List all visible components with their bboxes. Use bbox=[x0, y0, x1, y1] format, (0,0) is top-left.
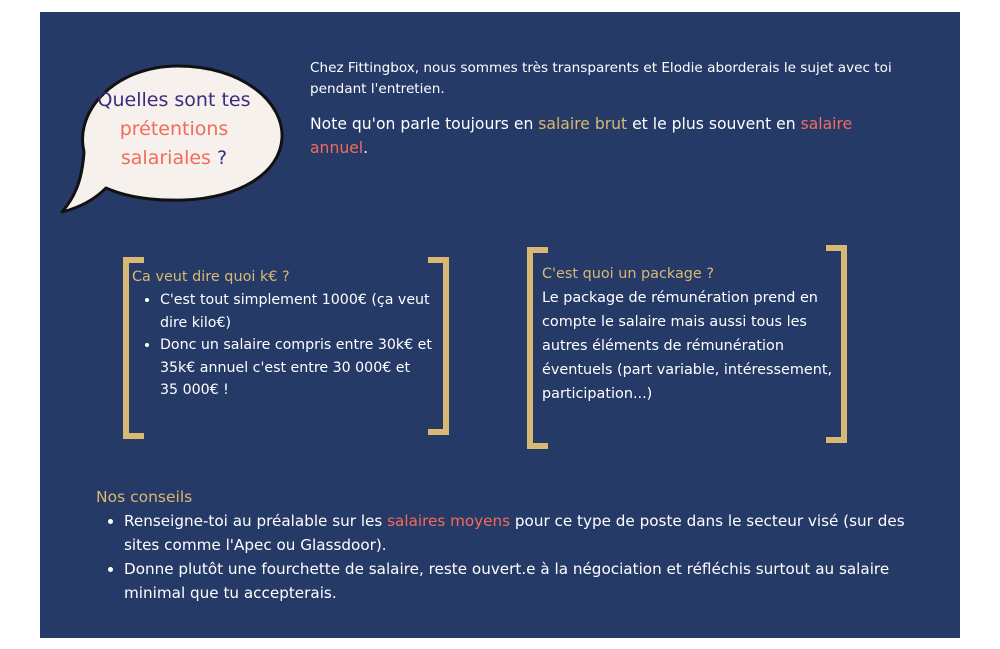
intro-paragraph-2 bbox=[310, 112, 910, 160]
tips-list bbox=[96, 509, 916, 605]
tip-item-1 bbox=[124, 509, 916, 557]
k-euro-list bbox=[132, 289, 432, 402]
k-euro-title: Ca veut dire quoi k€ ? bbox=[132, 269, 290, 285]
package-box bbox=[542, 263, 848, 406]
k-euro-item-2: • Donc un salaire compris entre 30k€ et 35k€ annuel c'est entre 30 000€ et 35 000€ ! bbox=[160, 334, 432, 402]
bubble-question bbox=[76, 86, 272, 173]
tip-1-start: Renseigne-toi au préalable sur les bbox=[124, 512, 388, 530]
package-title: C'est quoi un package ? bbox=[542, 266, 714, 282]
bubble-line-1: Quelles sont tes bbox=[97, 89, 251, 111]
k-euro-item-1: • C'est tout simplement 1000€ (ça veut dire kilo€) bbox=[160, 289, 432, 334]
intro-paragraph-1: Chez Fittingbox, nous sommes très transparents et Elodie aborderais le sujet avec toi pendant l'entretien. bbox=[310, 60, 892, 97]
intro-p2-mid: et le plus souvent en bbox=[627, 115, 801, 133]
salaire-brut-highlight: salaire brut bbox=[538, 115, 628, 133]
tip-1-end: pour ce type de poste dans le secteur visé (sur des sites comme l'Apec ou Glassdoor). bbox=[124, 512, 905, 554]
intro-p2-start: Note qu'on parle toujours en bbox=[310, 115, 539, 133]
tips-title: Nos conseils bbox=[96, 488, 193, 506]
salaire-annuel-highlight: salaire annuel bbox=[310, 115, 853, 157]
bubble-line-2: prétentions bbox=[119, 118, 229, 140]
tip-item-2: • Donne plutôt une fourchette de salaire, reste ouvert.e à la négociation et réfléchis surtout au salaire minimal que tu accepterais. bbox=[124, 557, 916, 605]
bubble-question-mark: ? bbox=[210, 147, 228, 169]
bubble-line-3 bbox=[76, 144, 272, 173]
intro-p2-end: . bbox=[363, 139, 369, 157]
k-euro-box bbox=[132, 266, 432, 402]
package-body: Le package de rémunération prend en compte le salaire mais aussi tous les autres éléments de rémunération éventuels (part variable, intéressement, participation...) bbox=[542, 290, 833, 402]
intro-text bbox=[310, 58, 910, 160]
tips-section bbox=[96, 485, 916, 605]
salaires-moyens-highlight: salaires moyens bbox=[387, 512, 511, 530]
bubble-highlight: salariales bbox=[120, 147, 211, 169]
